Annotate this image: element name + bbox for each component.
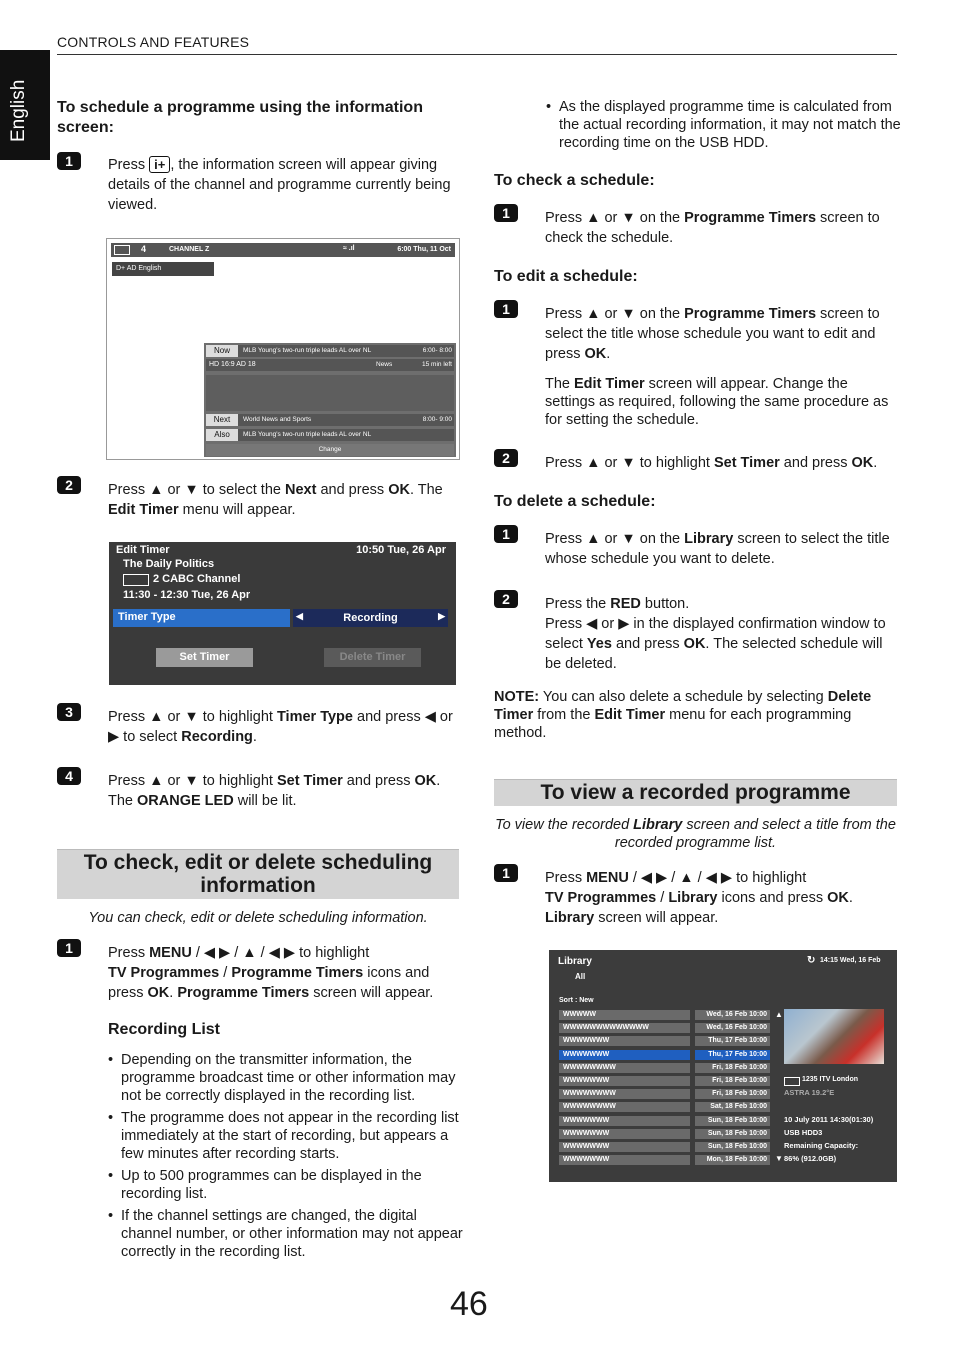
step-badge: 1	[494, 864, 518, 882]
delete-step2-text: Press the RED button. Press ◀ or ▶ in the displayed confirmation window to select Yes and press OK. The selected schedule will be deleted.	[545, 596, 886, 672]
check-schedule-title: To check a schedule:	[494, 172, 655, 189]
check-step-text: Press ▲ or ▼ on the Programme Timers screen to check the schedule.	[545, 210, 880, 246]
time-note-bullets	[545, 98, 904, 156]
section-intro: To view the recorded Library screen and select a title from the recorded programme list.	[495, 817, 896, 851]
edit-timer-screen-image: Edit Timer 10:50 Tue, 26 Apr The Daily Politics 2 CABC Channel 11:30 - 12:30 Tue, 26 Apr Timer Type ◀ Recording ▶ Set Timer Delete Timer	[109, 542, 456, 685]
library-row[interactable]	[559, 1063, 770, 1073]
clock-icon: ↻	[807, 955, 816, 966]
list-item: • Depending on the transmitter information, the programme broadcast time or other information may not be correctly displayed in the recording list.	[121, 1051, 466, 1105]
stepA-text: Press MENU / ◀ ▶ / ▲ / ◀ ▶ to highlight TV Programmes / Programme Timers icons and press OK. Programme Timers screen will appear.	[108, 945, 434, 1001]
schedule-title: To schedule a programme using the information screen:	[57, 99, 423, 136]
change-row: Change	[206, 444, 454, 456]
edit-step1-text: Press ▲ or ▼ on the Programme Timers screen to select the title whose schedule you want to edit and press OK.	[545, 306, 880, 362]
next-row: Next World News and Sports 8:00- 9:00	[206, 414, 454, 426]
step-badge: 1	[57, 152, 81, 170]
step-badge: 2	[57, 476, 81, 494]
scroll-up-icon[interactable]: ▲	[775, 1010, 783, 1019]
library-row-date: Sat, 18 Feb 10:00	[695, 1102, 770, 1112]
info-top-bar: 4 CHANNEL Z ≈ .ıl 6:00 Thu, 11 Oct	[111, 243, 455, 257]
signal-icon: ≈ .ıl	[343, 245, 355, 252]
left-arrow-icon[interactable]: ◀	[296, 611, 303, 621]
delete-note: NOTE: You can also delete a schedule by selecting Delete Timer from the Edit Timer menu for each programming method.	[494, 689, 872, 741]
preview-thumbnail	[784, 1009, 884, 1064]
language-side-tab	[0, 50, 50, 160]
delete-timer-button[interactable]: Delete Timer	[324, 648, 421, 667]
info-panel	[204, 343, 456, 457]
edit-step2-text: Press ▲ or ▼ to highlight Set Timer and press OK.	[545, 455, 878, 471]
step-badge: 1	[494, 300, 518, 318]
recording-list-bullets	[107, 1051, 466, 1265]
step-badge: 4	[57, 767, 81, 785]
library-row-date: Fri, 18 Feb 10:00	[695, 1089, 770, 1099]
recording-list-title: Recording List	[108, 1021, 221, 1038]
library-row[interactable]	[559, 1036, 770, 1046]
step-badge: 1	[494, 525, 518, 543]
tv-icon	[123, 574, 149, 586]
right-arrow-icon[interactable]: ▶	[438, 611, 445, 621]
library-row-date: Wed, 16 Feb 10:00	[695, 1010, 770, 1020]
side-tab-label: English	[8, 79, 29, 142]
also-row: Also MLB Young's two-run triple leads AL over NL	[206, 429, 454, 441]
library-row-title: WWWWWWWW	[559, 1089, 690, 1099]
page-number: 46	[450, 1285, 488, 1323]
header-divider	[57, 54, 897, 55]
step2-text: Press ▲ or ▼ to select the Next and press OK. The Edit Timer menu will appear.	[108, 482, 443, 518]
info-key-icon: i+	[149, 156, 170, 173]
library-screen-image: Library All ↻ 14:15 Wed, 16 Feb Sort : New WWWWW Wed, 16 Feb 10:00 WWWWWWWWWWWWW Wed, 16 Feb 10:00 WWWWWWW Thu, 17 Feb 10:00 WWWWWWW Thu, 17 Feb 10:00 WWWWWWWW Fri, 18 Feb 10:00 WWWWWWW Fri, 18 Feb 10:00 WWWWWWWW Fri, 18 Feb 10:00 WWWWWWWW Sat, 18 Feb 10:00 WWWWWWW Sun, 18 Feb 10:00 WWWWWWW Sun, 18 Feb 10:00 WWWWWWW Sun, 18 Feb 10:00 WWWWWWW Mon, 18 Feb 10:00 ▲ ▼ 1235 ITV London ASTRA 19.2°E 10 July 2011 14:30(01:30) USB HDD3 Remaining Capacity: 86% (912.0GB)	[549, 950, 897, 1182]
library-row[interactable]	[559, 1076, 770, 1086]
information-screen-image	[106, 238, 460, 460]
library-row-date: Thu, 17 Feb 10:00	[695, 1036, 770, 1046]
view-step-text: Press MENU / ◀ ▶ / ▲ / ◀ ▶ to highlight TV Programmes / Library icons and press OK. Library screen will appear.	[545, 870, 853, 926]
step4-text: Press ▲ or ▼ to highlight Set Timer and press OK. The ORANGE LED will be lit.	[108, 773, 441, 809]
library-row-date: Fri, 18 Feb 10:00	[695, 1076, 770, 1086]
edit-step1-note: The Edit Timer screen will appear. Change the settings as required, following the same procedure as for setting the schedule.	[545, 376, 889, 428]
step-badge: 2	[494, 590, 518, 608]
set-timer-button[interactable]: Set Timer	[156, 648, 253, 667]
tv-icon	[114, 245, 130, 255]
library-row-title: WWWWWWWW	[559, 1063, 690, 1073]
now-row: Now MLB Young's two-run triple leads AL over NL 6:00- 8:00	[206, 345, 454, 357]
library-row[interactable]	[559, 1050, 770, 1060]
step-badge: 2	[494, 449, 518, 467]
library-row-title: WWWWWWW	[559, 1116, 690, 1126]
step-badge: 3	[57, 703, 81, 721]
library-row-title: WWWWWWW	[559, 1129, 690, 1139]
library-row-date: Sun, 18 Feb 10:00	[695, 1142, 770, 1152]
library-row-title: WWWWWWW	[559, 1036, 690, 1046]
library-row-date: Mon, 18 Feb 10:00	[695, 1155, 770, 1165]
library-row[interactable]	[559, 1155, 770, 1165]
list-item: • If the channel settings are changed, the digital channel number, or other information may not appear correctly in the recording list.	[121, 1207, 466, 1261]
info-description	[206, 375, 454, 411]
section-intro: You can check, edit or delete scheduling information.	[88, 910, 428, 926]
list-item: • As the displayed programme time is calculated from the actual recording information, it may not match the recording time on the USB HDD.	[559, 98, 904, 152]
library-row-title: WWWWWWW	[559, 1155, 690, 1165]
library-row[interactable]	[559, 1102, 770, 1112]
library-row[interactable]	[559, 1010, 770, 1020]
section-banner: To view a recorded programme	[494, 779, 897, 806]
library-row[interactable]	[559, 1116, 770, 1126]
timer-type-selector[interactable]: ◀ Recording ▶	[293, 609, 448, 627]
library-row-title: WWWWWWWWWWWWW	[559, 1023, 690, 1033]
scroll-down-icon[interactable]: ▼	[775, 1154, 783, 1163]
section-banner: To check, edit or delete scheduling information	[57, 849, 459, 899]
step-badge: 1	[57, 939, 81, 957]
tv-icon	[784, 1077, 800, 1086]
library-row-date: Thu, 17 Feb 10:00	[695, 1050, 770, 1060]
step3-text: Press ▲ or ▼ to highlight Timer Type and press ◀ or ▶ to select Recording.	[108, 709, 453, 745]
info-icons-row: HD 16:9 AD 18 News 15 min left	[206, 359, 454, 371]
library-row-date: Fri, 18 Feb 10:00	[695, 1063, 770, 1073]
library-row-date: Wed, 16 Feb 10:00	[695, 1023, 770, 1033]
timer-type-field[interactable]: Timer Type	[113, 609, 290, 627]
step-badge: 1	[494, 204, 518, 222]
delete-step1-text: Press ▲ or ▼ on the Library screen to select the title whose schedule you want to delete.	[545, 531, 890, 567]
library-row[interactable]	[559, 1089, 770, 1099]
library-row-date: Sun, 18 Feb 10:00	[695, 1129, 770, 1139]
info-tags: D+ AD English	[112, 262, 214, 276]
delete-schedule-title: To delete a schedule:	[494, 493, 656, 510]
edit-schedule-title: To edit a schedule:	[494, 268, 638, 285]
library-row-title: WWWWWWW	[559, 1050, 690, 1060]
library-row[interactable]	[559, 1023, 770, 1033]
step1-text: Press i+ , the information screen will appear giving details of the channel and programme currently being viewed.	[108, 157, 451, 213]
library-row-date: Sun, 18 Feb 10:00	[695, 1116, 770, 1126]
list-item: • The programme does not appear in the recording list immediately at the start of recording, but appears a few minutes after recording starts.	[121, 1109, 466, 1163]
library-row[interactable]	[559, 1142, 770, 1152]
library-row-title: WWWWWWWW	[559, 1102, 690, 1112]
library-row[interactable]	[559, 1129, 770, 1139]
list-item: • Up to 500 programmes can be displayed in the recording list.	[121, 1167, 466, 1203]
library-row-title: WWWWW	[559, 1010, 690, 1020]
section-header: CONTROLS AND FEATURES	[57, 34, 250, 50]
library-row-title: WWWWWWW	[559, 1142, 690, 1152]
library-row-title: WWWWWWW	[559, 1076, 690, 1086]
